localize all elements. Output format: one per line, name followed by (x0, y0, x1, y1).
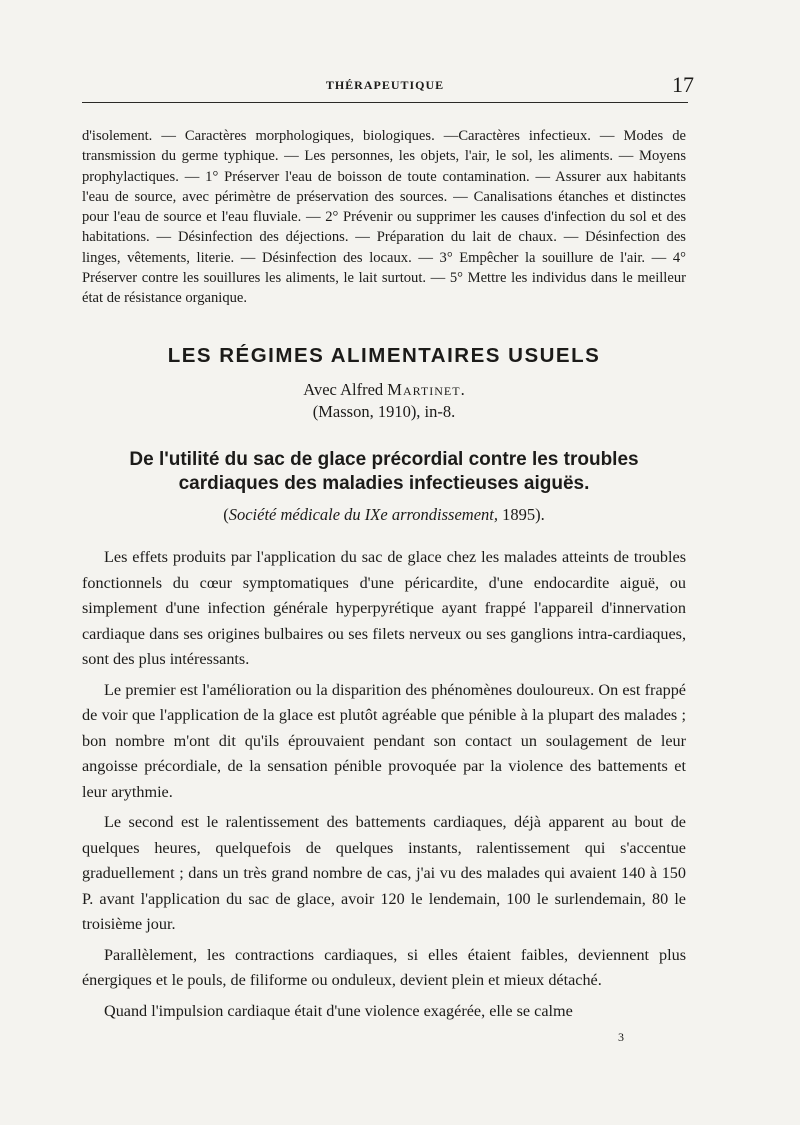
article-title: De l'utilité du sac de glace précordial contre les troubles cardiaques des maladies infectieuses aiguës. (129, 449, 639, 494)
author-prefix: Avec Alfred (303, 380, 388, 399)
author-line (82, 380, 686, 400)
running-title: THÉRAPEUTIQUE (325, 78, 445, 92)
source-society: Société médicale du IXe arrondissement, (228, 505, 499, 524)
body-text (82, 545, 686, 1029)
body-paragraph: Le premier est l'amélioration ou la disparition des phénomènes douloureux. On est frappé de voir que l'application de la glace est plutôt agréable que pénible à la plupart des malades ; bon nombre m'ont dit qu'ils éprouvaient pendant son contact un soulagement de leur angoisse précordiale, de la sensation pénible provoquée par la violence des battements et leur arythmie. (82, 680, 686, 801)
page-number: 17 (672, 72, 694, 97)
body-paragraph: Les effets produits par l'application du sac de glace chez les malades atteints de troubles fonctionnels du cœur symptomatiques d'une péricardite, d'une endocardite aiguë, ou simplement d'une infection générale hyperpyrétique ayant frappé l'appareil d'innervation cardiaque dans ses origines bulbaires ou ses filets nerveux ou ses ganglions intra-cardiaques, sont des plus intéressants. (82, 548, 686, 668)
publication-line: (Masson, 1910), in-8. (312, 402, 456, 421)
intro-paragraph: d'isolement. — Caractères morphologiques, biologiques. —Caractères infectieux. — Modes de transmission du germe typhique. — Les personnes, les objets, l'air, le sol, les aliments. — Moyens prophylactiques. — 1° Préserver l'eau de boisson de toute contamination. — Assurer aux habitants l'eau de source, avec périmètre de préservation des sources. — Canalisations étanches et distinctes pour l'eau de source et l'eau fluviale. — 2° Prévenir ou supprimer les causes d'infection du sol et des habitations. — Désinfection des déjections. — Préparation du lait de chaux. — Désinfection des linges, vêtements, literie. — Désinfection des locaux. — 3° Empêcher la souillure de l'air. — 4° Préserver contre les souillures les aliments, le lait surtout. — 5° Mettre les individus dans le meilleur état de résistance organique. (82, 128, 686, 307)
intro-block (82, 126, 686, 309)
source-year: 1895). (498, 505, 545, 524)
article-source (82, 505, 686, 525)
body-paragraph: Parallèlement, les contractions cardiaques, si elles étaient faibles, deviennent plus énergiques et le pouls, de filiforme ou onduleux, devient plein et mieux détaché. (82, 945, 686, 989)
body-paragraph: Le second est le ralentissement des battements cardiaques, déjà apparent au bout de quelques heures, quelquefois de quelques instants, ralentissement qui s'accentue graduellement ; dans un très grand nombre de cas, j'ai vu des malades qui avaient 140 à 150 P. avant l'application du sac de glace, avoir 120 le lendemain, 100 le surlendemain, 80 le troisième jour. (82, 813, 686, 933)
source-open: ( (223, 505, 229, 524)
running-header (82, 72, 694, 103)
author-surname: Martinet (387, 380, 461, 399)
signature-number: 3 (618, 1030, 624, 1044)
author-suffix: . (460, 380, 465, 399)
section-title: LES RÉGIMES ALIMENTAIRES USUELS (167, 344, 601, 367)
body-paragraph: Quand l'impulsion cardiaque était d'une violence exagérée, elle se calme (104, 1001, 573, 1020)
